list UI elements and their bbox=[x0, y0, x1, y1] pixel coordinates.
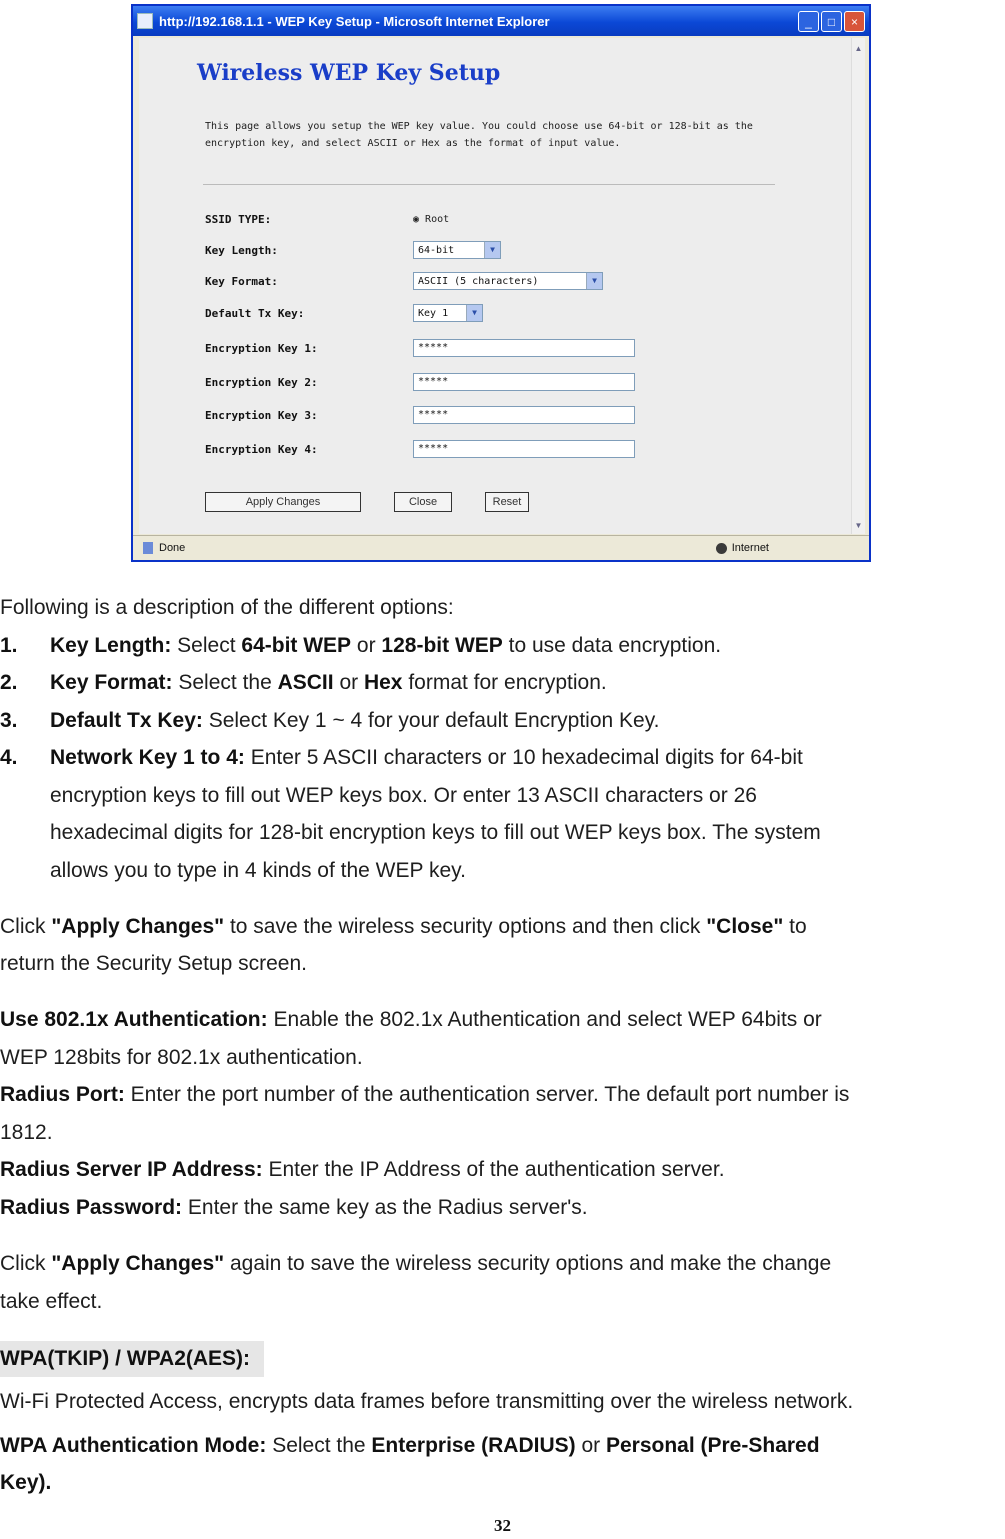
term: "Apply Changes" bbox=[51, 915, 225, 938]
paragraph-line: return the Security Setup screen. bbox=[0, 952, 307, 975]
ssid-type-radio[interactable]: ◉ Root bbox=[413, 213, 450, 225]
encryption-key-1-input[interactable]: ***** bbox=[413, 339, 635, 357]
text: Select bbox=[171, 634, 242, 657]
text: Select Key 1 ~ 4 for your default Encryption Key. bbox=[202, 709, 660, 732]
text: Click bbox=[0, 915, 52, 938]
encryption-key-2-row bbox=[205, 371, 635, 393]
scroll-down-icon[interactable]: ▼ bbox=[854, 521, 863, 530]
wep-key-setup-page bbox=[139, 38, 851, 534]
text: to bbox=[783, 915, 807, 938]
close-button[interactable]: Close bbox=[394, 492, 452, 512]
list-item-key-format bbox=[50, 664, 607, 702]
page-title: Wireless WEP Key Setup bbox=[197, 60, 501, 86]
term: "Close" bbox=[706, 915, 784, 938]
apply-again-paragraph bbox=[0, 1245, 831, 1283]
term: Default Tx Key: bbox=[50, 709, 203, 732]
scroll-up-icon[interactable]: ▲ bbox=[854, 44, 863, 53]
select-value: ASCII (5 characters) bbox=[418, 275, 539, 287]
radius-ip-paragraph bbox=[0, 1151, 725, 1189]
use-8021x-paragraph bbox=[0, 1001, 822, 1039]
list-number: 3. bbox=[0, 709, 18, 732]
wpa-section-header: WPA(TKIP) / WPA2(AES): bbox=[0, 1341, 264, 1377]
encryption-key-2-input[interactable]: ***** bbox=[413, 373, 635, 391]
term: Hex bbox=[363, 671, 403, 694]
page-description: This page allows you setup the WEP key value. You could choose use 64-bit or 128-bit as the encryption key, and select ASCII or Hex as the format of input value. bbox=[205, 121, 753, 149]
key-length-select[interactable] bbox=[413, 241, 501, 259]
list-item-key-length bbox=[50, 627, 721, 665]
apply-changes-button[interactable]: Apply Changes bbox=[205, 492, 361, 512]
radius-password-paragraph bbox=[0, 1189, 588, 1227]
list-number: 4. bbox=[0, 746, 18, 769]
text: format for encryption. bbox=[402, 671, 607, 694]
text: Enable the 802.1x Authentication and select WEP 64bits or bbox=[267, 1008, 822, 1031]
paragraph-line: WEP 128bits for 802.1x authentication. bbox=[0, 1046, 363, 1069]
term: Key Format: bbox=[50, 671, 173, 694]
list-item-line: hexadecimal digits for 128-bit encryption keys to fill out WEP keys box. The system bbox=[50, 821, 821, 844]
maximize-icon[interactable]: □ bbox=[821, 11, 842, 32]
paragraph-line: 1812. bbox=[0, 1121, 53, 1144]
encryption-key-4-row bbox=[205, 438, 635, 460]
text: Select the bbox=[172, 671, 278, 694]
list-number: 2. bbox=[0, 671, 18, 694]
browser-window-screenshot bbox=[131, 4, 871, 562]
select-value: 64-bit bbox=[418, 244, 455, 256]
text: or bbox=[575, 1434, 606, 1457]
reset-button[interactable]: Reset bbox=[485, 492, 529, 512]
minimize-icon[interactable]: _ bbox=[798, 11, 819, 32]
default-tx-key-row bbox=[205, 302, 483, 324]
text: Enter the same key as the Radius server's. bbox=[182, 1196, 588, 1219]
term: Use 802.1x Authentication: bbox=[0, 1008, 268, 1031]
paragraph-line: take effect. bbox=[0, 1290, 103, 1313]
divider bbox=[203, 184, 775, 185]
key-format-row bbox=[205, 270, 603, 292]
text: to save the wireless security options and then click bbox=[224, 915, 707, 938]
chevron-down-icon: ▼ bbox=[586, 273, 602, 289]
status-text: Done bbox=[159, 542, 186, 554]
text: Enter 5 ASCII characters or 10 hexadecimal digits for 64-bit bbox=[244, 746, 803, 769]
text: Click bbox=[0, 1252, 52, 1275]
field-label: Key Format: bbox=[205, 274, 278, 288]
apply-close-paragraph bbox=[0, 908, 807, 946]
zone-label: Internet bbox=[731, 542, 769, 554]
wpa-description: Wi-Fi Protected Access, encrypts data frames before transmitting over the wireless network. bbox=[0, 1390, 854, 1413]
vertical-scrollbar[interactable] bbox=[851, 38, 865, 534]
text: Enter the IP Address of the authentication server. bbox=[262, 1158, 725, 1181]
close-icon[interactable]: × bbox=[844, 11, 865, 32]
field-label: Encryption Key 3: bbox=[205, 408, 318, 422]
text: to use data encryption. bbox=[502, 634, 722, 657]
window-title: http://192.168.1.1 - WEP Key Setup - Microsoft Internet Explorer bbox=[159, 13, 550, 29]
text: or bbox=[333, 671, 364, 694]
list-number: 1. bbox=[0, 634, 18, 657]
globe-icon bbox=[716, 543, 727, 554]
select-value: Key 1 bbox=[418, 307, 449, 319]
status-bar bbox=[133, 535, 869, 560]
chevron-down-icon: ▼ bbox=[484, 242, 500, 258]
term: Enterprise (RADIUS) bbox=[371, 1434, 576, 1457]
key-length-row bbox=[205, 239, 501, 261]
encryption-key-3-row bbox=[205, 404, 635, 426]
term: 64-bit WEP bbox=[241, 634, 352, 657]
term: Key Length: bbox=[50, 634, 172, 657]
encryption-key-3-input[interactable]: ***** bbox=[413, 406, 635, 424]
list-item-line: allows you to type in 4 kinds of the WEP key. bbox=[50, 859, 466, 882]
list-item-default-tx-key bbox=[50, 702, 659, 740]
list-item-network-key bbox=[50, 739, 803, 777]
field-label: Key Length: bbox=[205, 243, 278, 257]
term: Radius Password: bbox=[0, 1196, 183, 1219]
text: again to save the wireless security options and make the change bbox=[224, 1252, 832, 1275]
chevron-down-icon: ▼ bbox=[466, 305, 482, 321]
ssid-type-row bbox=[205, 208, 449, 230]
term: Radius Port: bbox=[0, 1083, 125, 1106]
field-label: Default Tx Key: bbox=[205, 306, 305, 320]
term: WPA Authentication Mode: bbox=[0, 1434, 267, 1457]
term: 128-bit WEP bbox=[381, 634, 503, 657]
paragraph-line bbox=[0, 1464, 51, 1502]
ie-icon bbox=[137, 13, 153, 29]
term: Radius Server IP Address: bbox=[0, 1158, 263, 1181]
ssid-type-value: Root bbox=[425, 213, 450, 225]
term: Key). bbox=[0, 1471, 52, 1494]
field-label: Encryption Key 2: bbox=[205, 375, 318, 389]
page-done-icon bbox=[143, 542, 153, 554]
page-number: 32 bbox=[494, 1516, 511, 1535]
wpa-auth-mode-paragraph bbox=[0, 1427, 820, 1465]
term: "Apply Changes" bbox=[51, 1252, 225, 1275]
encryption-key-1-row bbox=[205, 337, 635, 359]
default-tx-key-select[interactable] bbox=[413, 304, 483, 322]
text: Enter the port number of the authentication server. The default port number is bbox=[124, 1083, 850, 1106]
text: Select the bbox=[266, 1434, 372, 1457]
radius-port-paragraph bbox=[0, 1076, 849, 1114]
text: or bbox=[351, 634, 382, 657]
field-label: Encryption Key 4: bbox=[205, 442, 318, 456]
encryption-key-4-input[interactable]: ***** bbox=[413, 440, 635, 458]
field-label: SSID TYPE: bbox=[205, 212, 272, 226]
term: ASCII bbox=[277, 671, 334, 694]
field-label: Encryption Key 1: bbox=[205, 341, 318, 355]
term: Network Key 1 to 4: bbox=[50, 746, 245, 769]
list-item-line: encryption keys to fill out WEP keys box. Or enter 13 ASCII characters or 26 bbox=[50, 784, 757, 807]
window-titlebar bbox=[133, 6, 869, 36]
term: Personal (Pre-Shared bbox=[605, 1434, 820, 1457]
intro-paragraph: Following is a description of the different options: bbox=[0, 596, 454, 619]
key-format-select[interactable] bbox=[413, 272, 603, 290]
security-zone bbox=[716, 542, 769, 554]
